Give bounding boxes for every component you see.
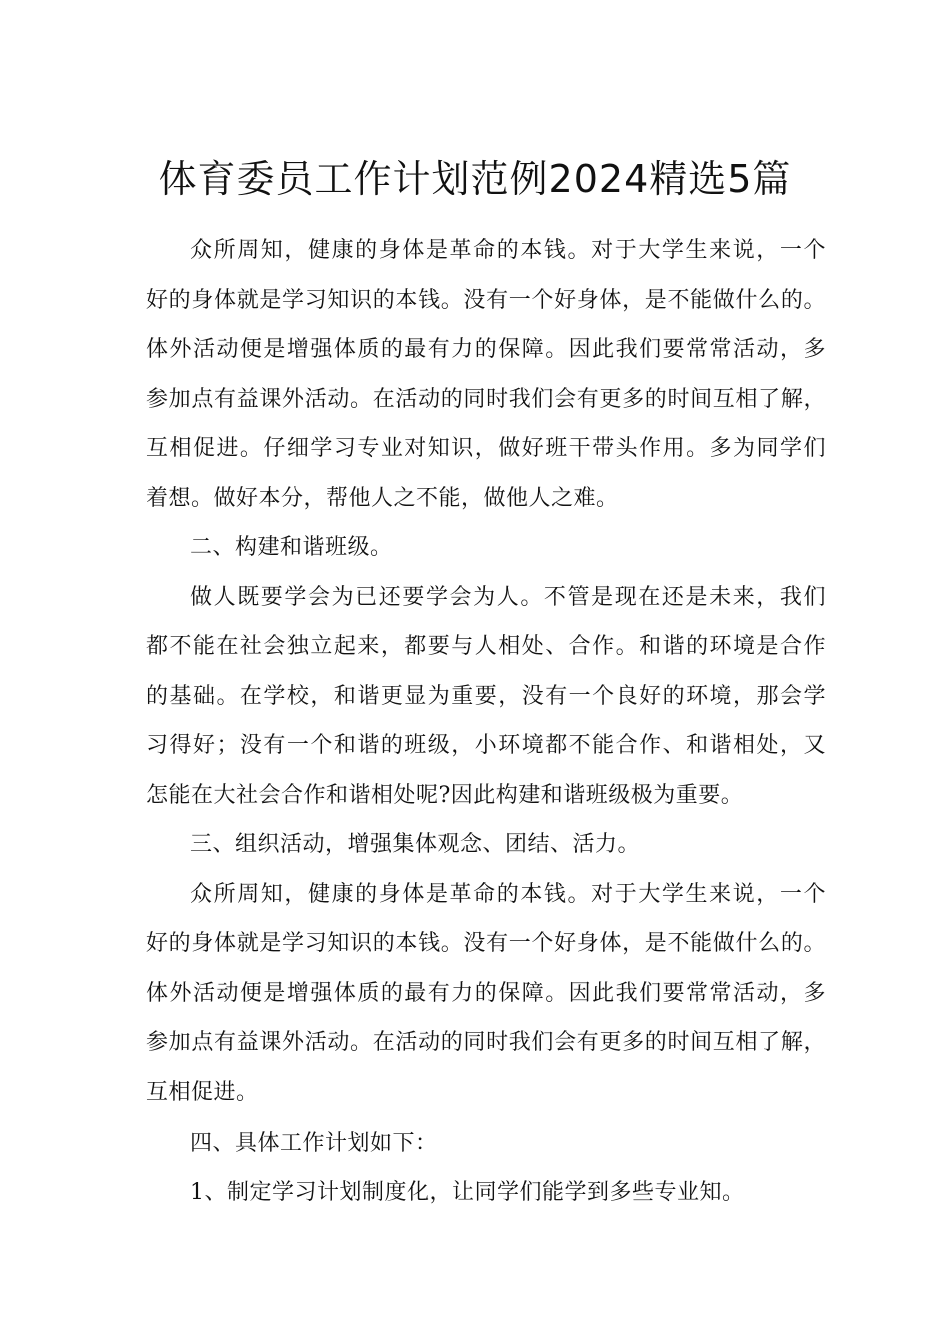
paragraph-line: 互相促进。仔细学习专业对知识，做好班干带头作用。多为同学们 xyxy=(146,436,826,461)
paragraph-line: 体外活动便是增强体质的最有力的保障。因此我们要常常活动，多 xyxy=(146,337,826,362)
paragraph-line: 参加点有益课外活动。在活动的同时我们会有更多的时间互相了解， xyxy=(146,1030,826,1055)
paragraph-line: 众所周知，健康的身体是革命的本钱。对于大学生来说，一个 xyxy=(190,882,826,907)
paragraph-line: 互相促进。 xyxy=(146,1080,259,1105)
paragraph-line: 着想。做好本分，帮他人之不能，做他人之难。 xyxy=(146,486,619,511)
paragraph-line: 好的身体就是学习知识的本钱。没有一个好身体，是不能做什么的。 xyxy=(146,288,826,313)
section-heading: 四、具体工作计划如下： xyxy=(190,1131,438,1156)
paragraph-line: 都不能在社会独立起来，都要与人相处、合作。和谐的环境是合作 xyxy=(146,634,826,659)
section-heading: 二、构建和谐班级。 xyxy=(190,535,393,560)
paragraph-line: 习得好；没有一个和谐的班级，小环境都不能合作、和谐相处，又 xyxy=(146,733,826,758)
paragraph-line: 参加点有益课外活动。在活动的同时我们会有更多的时间互相了解， xyxy=(146,387,826,412)
paragraph-line: 做人既要学会为已还要学会为人。不管是现在还是未来，我们 xyxy=(190,585,826,610)
list-item: 1、制定学习计划制度化，让同学们能学到多些专业知。 xyxy=(190,1180,745,1205)
paragraph-line: 体外活动便是增强体质的最有力的保障。因此我们要常常活动，多 xyxy=(146,981,826,1006)
paragraph-line: 怎能在大社会合作和谐相处呢?因此构建和谐班级极为重要。 xyxy=(146,783,744,808)
paragraph-line: 的基础。在学校，和谐更显为重要，没有一个良好的环境，那会学 xyxy=(146,684,826,709)
document-title: 体育委员工作计划范例2024精选5篇 xyxy=(158,157,792,202)
section-heading: 三、组织活动，增强集体观念、团结、活力。 xyxy=(190,832,641,857)
paragraph-line: 好的身体就是学习知识的本钱。没有一个好身体，是不能做什么的。 xyxy=(146,931,826,956)
paragraph-line: 众所周知，健康的身体是革命的本钱。对于大学生来说，一个 xyxy=(190,238,826,263)
